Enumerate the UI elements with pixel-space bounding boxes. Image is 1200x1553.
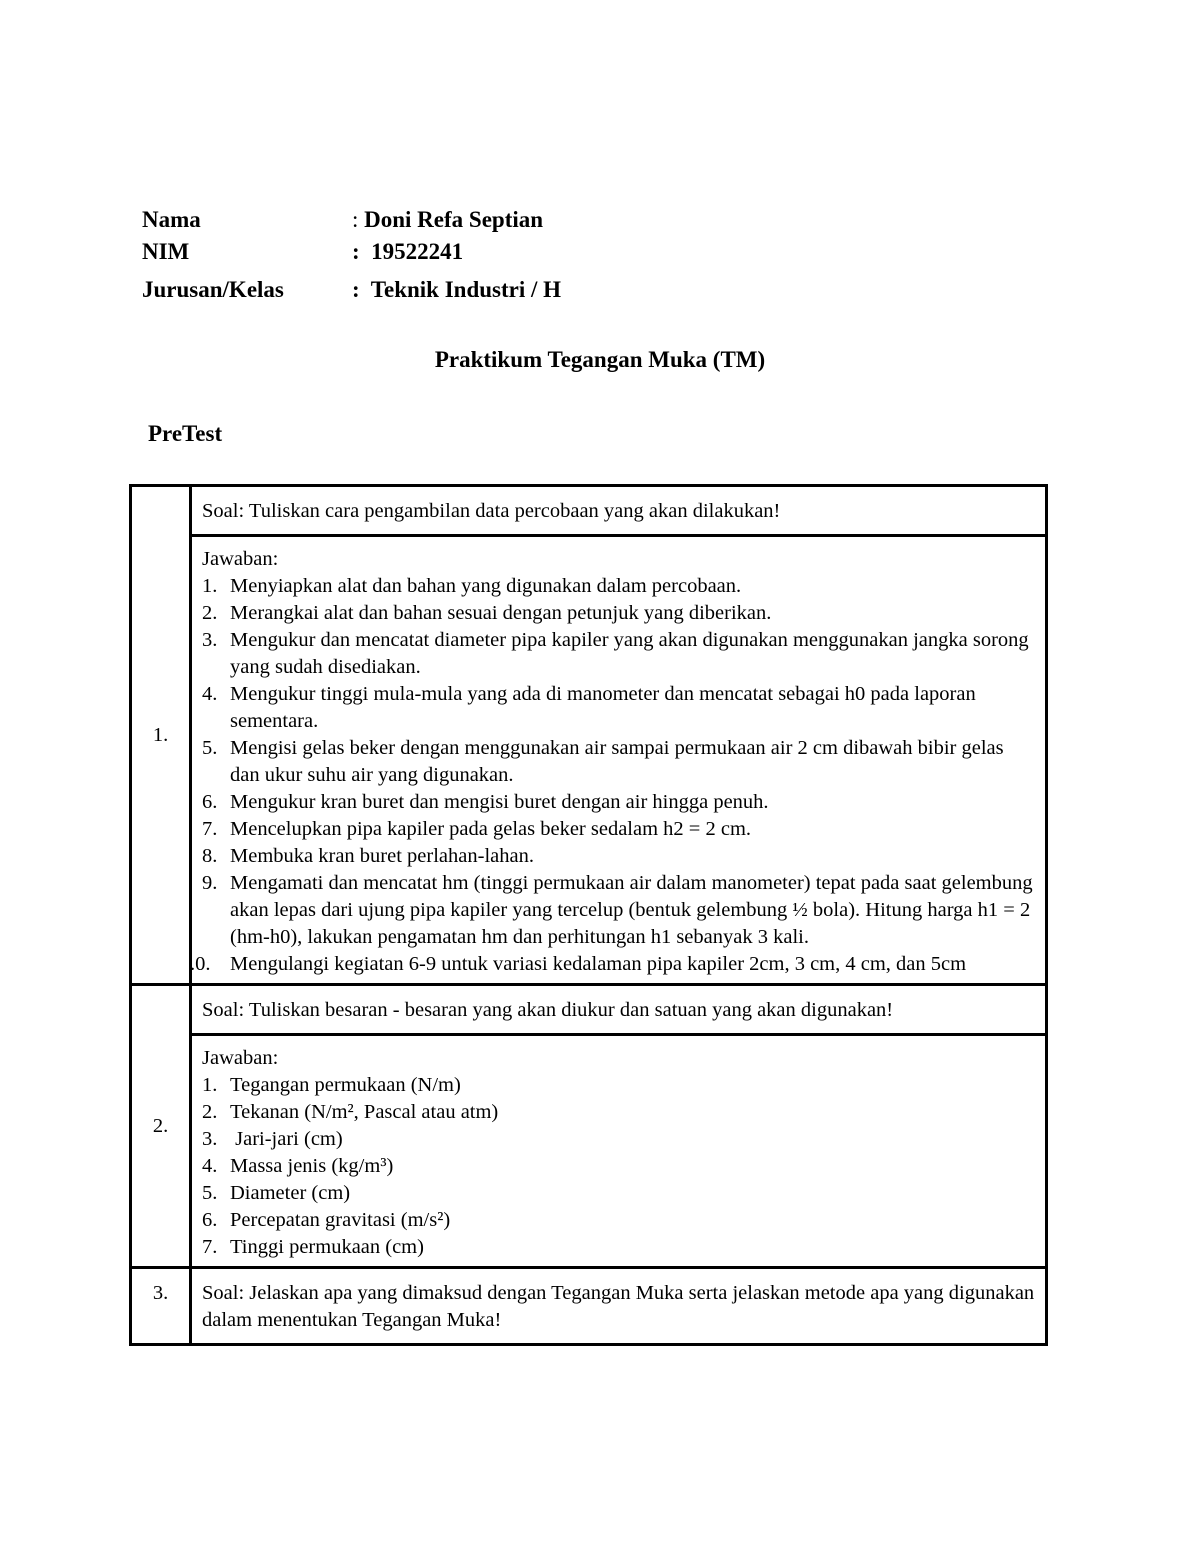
nama-value: : Doni Refa Septian	[352, 207, 544, 232]
question-prompt: Soal: Jelaskan apa yang dimaksud dengan Tegangan Muka serta jelaskan metode apa yang digunakan dalam menentukan Tegangan Muka!	[191, 1268, 1047, 1345]
list-text: Diameter (cm)	[230, 1182, 351, 1204]
list-text: Mengukur tinggi mula-mula yang ada di manometer dan mencatat sebagai h0 pada laporan sementara.	[230, 683, 976, 732]
list-item	[202, 1180, 1037, 1207]
answer-label: Jawaban:	[202, 1047, 279, 1069]
list-number: 1.	[202, 575, 218, 597]
question-number: 1.	[131, 486, 191, 985]
list-number: 4.	[202, 1155, 218, 1177]
list-item	[202, 870, 1037, 951]
list-text: Tegangan permukaan (N/m)	[230, 1074, 461, 1096]
list-item	[202, 1153, 1037, 1180]
answer-label: Jawaban:	[202, 548, 279, 570]
list-text: Merangkai alat dan bahan sesuai dengan petunjuk yang diberikan.	[230, 602, 772, 624]
nim-text: 19522241	[371, 239, 464, 264]
question-number: 3.	[131, 1268, 191, 1345]
list-text: Mengukur dan mencatat diameter pipa kapiler yang akan digunakan menggunakan jangka sorong yang sudah disediakan.	[230, 629, 1029, 678]
nim-label: NIM	[142, 239, 190, 264]
list-number: 5.	[202, 737, 218, 759]
list-text: Mengulangi kegiatan 6-9 untuk variasi kedalaman pipa kapiler 2cm, 3 cm, 4 cm, dan 5cm	[230, 953, 967, 975]
list-text: Menyiapkan alat dan bahan yang digunakan dalam percobaan.	[230, 575, 742, 597]
answer-cell	[191, 536, 1047, 985]
list-item	[202, 573, 1037, 600]
list-item	[202, 843, 1037, 870]
list-text: Percepatan gravitasi (m/s²)	[230, 1209, 451, 1231]
list-number: 9.	[202, 872, 218, 894]
list-number: 6.	[202, 791, 218, 813]
question-2-soal-row	[131, 985, 1047, 1035]
list-number: 8.	[202, 845, 218, 867]
list-number: 4.	[202, 683, 218, 705]
list-number: 7.	[202, 818, 218, 840]
list-text: Mencelupkan pipa kapiler pada gelas beker sedalam h2 = 2 cm.	[230, 818, 752, 840]
list-item	[202, 789, 1037, 816]
list-item	[202, 681, 1037, 735]
list-text: Mengamati dan mencatat hm (tinggi permukaan air dalam manometer) tepat pada saat gelembung akan lepas dari ujung pipa kapiler yang tercelup (bentuk gelembung ½ bola). Hitung harga h1 = 2 (hm-h0), lakukan pengamatan hm dan perhitungan h1 sebanyak 3 kali.	[230, 872, 1033, 948]
list-item	[202, 1126, 1037, 1153]
jurusan-value: : Teknik Industri / H	[352, 277, 562, 302]
list-number: 6.	[202, 1209, 218, 1231]
list-item	[202, 1099, 1037, 1126]
question-table	[129, 484, 1048, 1346]
page-title: Praktikum Tegangan Muka (TM)	[434, 347, 766, 372]
question-3-soal-row	[131, 1268, 1047, 1345]
question-prompt: Soal: Tuliskan besaran - besaran yang akan diukur dan satuan yang akan digunakan!	[191, 985, 1047, 1035]
list-number: 2.	[202, 602, 218, 624]
section-heading: PreTest	[148, 421, 223, 446]
list-number: 3.	[202, 1128, 218, 1150]
question-number: 2.	[131, 985, 191, 1268]
question-1-soal-row	[131, 486, 1047, 536]
list-text: Mengukur kran buret dan mengisi buret dengan air hingga penuh.	[230, 791, 769, 813]
jurusan-label: Jurusan/Kelas	[142, 277, 284, 302]
question-1-answer-row	[131, 536, 1047, 985]
list-item	[202, 600, 1037, 627]
nama-label: Nama	[142, 207, 201, 232]
question-2-answer-row	[131, 1035, 1047, 1268]
list-number: 2.	[202, 1101, 218, 1123]
list-number: 7.	[202, 1236, 218, 1258]
nama-text: Doni Refa Septian	[364, 207, 544, 232]
list-text: Jari-jari (cm)	[230, 1128, 343, 1150]
list-text: Tekanan (N/m², Pascal atau atm)	[230, 1101, 499, 1123]
list-number: .0.	[190, 953, 211, 975]
list-item	[202, 1234, 1037, 1261]
nim-value: : 19522241	[352, 239, 464, 264]
list-text: Tinggi permukaan (cm)	[230, 1236, 424, 1258]
question-prompt: Soal: Tuliskan cara pengambilan data percobaan yang akan dilakukan!	[191, 486, 1047, 536]
list-number: 3.	[202, 629, 218, 651]
list-number: 1.	[202, 1074, 218, 1096]
list-item	[202, 1207, 1037, 1234]
list-text: Massa jenis (kg/m³)	[230, 1155, 394, 1177]
list-text: Mengisi gelas beker dengan menggunakan air sampai permukaan air 2 cm dibawah bibir gelas dan ukur suhu air yang digunakan.	[230, 737, 1004, 786]
list-item	[202, 735, 1037, 789]
answer-cell	[191, 1035, 1047, 1268]
list-item	[202, 1072, 1037, 1099]
list-item	[202, 816, 1037, 843]
list-text: Membuka kran buret perlahan-lahan.	[230, 845, 534, 867]
list-item	[190, 951, 1037, 978]
list-item	[202, 627, 1037, 681]
list-number: 5.	[202, 1182, 218, 1204]
jurusan-text: Teknik Industri / H	[370, 277, 562, 302]
